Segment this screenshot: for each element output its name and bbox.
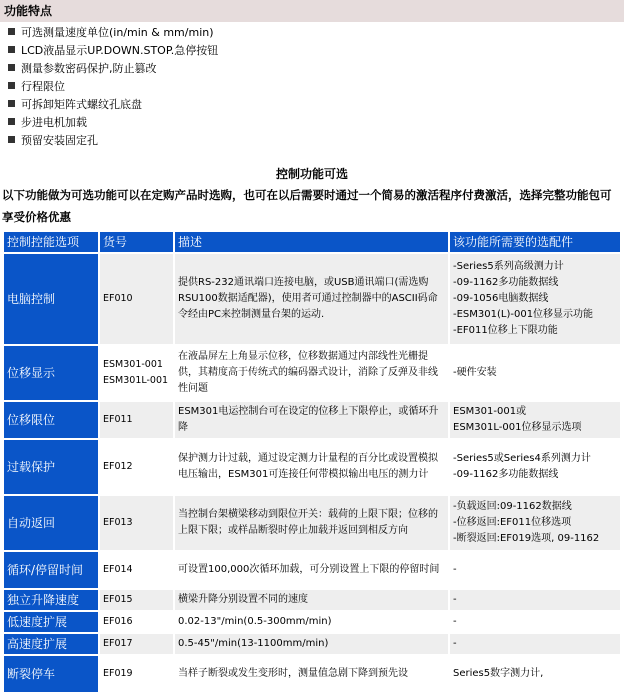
options-table (2, 230, 622, 694)
square-bullet-icon (8, 100, 15, 107)
parts-cell: Series5数字测力计, (450, 656, 620, 692)
code-cell: ESM301-001 ESM301L-001 (100, 346, 173, 400)
code-cell: EF019 (100, 656, 173, 692)
parts-cell: - (450, 552, 620, 588)
parts-cell: ESM301-001或 ESM301L-001位移显示选项 (450, 402, 620, 438)
feature-item: LCD液晶显示UP.DOWN.STOP.急停按钮 (8, 42, 608, 60)
description-cell: 保护测力计过载，通过设定测力计量程的百分比或设置模拟电压输出，ESM301可连接任何带模拟输出电压的测力计 (175, 440, 448, 494)
description-cell: 当控制台架横梁移动到限位开关：载荷的上限下限；位移的上限下限；或样品断裂时停止加载并返回到相反方向 (175, 496, 448, 550)
parts-cell: -负载返回:09-1162数据线 -位移返回:EF011位移选项 -断裂返回:EF019选项, 09-1162 (450, 496, 620, 550)
description-cell: 提供RS-232通讯端口连接电脑，或USB通讯端口(需选购RSU100数据适配器)，使用者可通过控制器中的ASCII码命令经由PC来控制测量台架的运动. (175, 254, 448, 344)
square-bullet-icon (8, 64, 15, 71)
code-cell: EF012 (100, 440, 173, 494)
feature-item: 测量参数密码保护,防止篡改 (8, 60, 608, 78)
table-row (4, 440, 620, 494)
description-cell: 横梁升降分别设置不同的速度 (175, 590, 448, 610)
code-cell: EF017 (100, 634, 173, 654)
features-list (8, 24, 608, 150)
table-row (4, 254, 620, 344)
feature-item: 预留安装固定孔 (8, 132, 608, 150)
header-description: 描述 (175, 232, 448, 252)
code-cell: EF015 (100, 590, 173, 610)
table-row (4, 552, 620, 588)
option-cell: 高速度扩展 (4, 634, 98, 654)
square-bullet-icon (8, 136, 15, 143)
code-cell: EF014 (100, 552, 173, 588)
option-cell: 低速度扩展 (4, 612, 98, 632)
code-cell: EF016 (100, 612, 173, 632)
code-cell: EF011 (100, 402, 173, 438)
square-bullet-icon (8, 82, 15, 89)
table-row (4, 612, 620, 632)
section-title: 控制功能可选 (275, 167, 348, 181)
description-cell: 当样子断裂或发生变形时，测量值急剧下降到预先设 (175, 656, 448, 692)
option-cell: 自动返回 (4, 496, 98, 550)
description-cell: 可设置100,000次循环加载，可分别设置上下限的停留时间 (175, 552, 448, 588)
description-cell: 0.5-45"/min(13-1100mm/min) (175, 634, 448, 654)
option-cell: 电脑控制 (4, 254, 98, 344)
square-bullet-icon (8, 28, 15, 35)
parts-cell: - (450, 634, 620, 654)
option-cell: 位移限位 (4, 402, 98, 438)
table-row (4, 496, 620, 550)
code-cell: EF013 (100, 496, 173, 550)
feature-item: 行程限位 (8, 78, 608, 96)
parts-cell: -Series5系列高级测力计 -09-1162多功能数据线 -09-1056电脑数据线 -ESM301(L)-001位移显示功能 -EF011位移上下限功能 (450, 254, 620, 344)
square-bullet-icon (8, 118, 15, 125)
parts-cell: - (450, 612, 620, 632)
option-cell: 独立升降速度 (4, 590, 98, 610)
parts-cell: -Series5或Series4系列测力计 -09-1162多功能数据线 (450, 440, 620, 494)
header-parts: 该功能所需要的选配件 (450, 232, 620, 252)
code-cell: EF010 (100, 254, 173, 344)
description-cell: 0.02-13"/min(0.5-300mm/min) (175, 612, 448, 632)
parts-cell: -硬件安装 (450, 346, 620, 400)
feature-item: 步进电机加载 (8, 114, 608, 132)
features-heading: 功能特点 (0, 0, 624, 22)
table-row (4, 402, 620, 438)
table-row (4, 656, 620, 692)
section-intro: 以下功能做为可选功能可以在定购产品时选购，也可在以后需要时通过一个简易的激活程序付费激活，选择完整功能包可享受价格优惠 (2, 188, 612, 224)
table-header-row (4, 232, 620, 252)
parts-cell: - (450, 590, 620, 610)
option-cell: 断裂停车 (4, 656, 98, 692)
table-row (4, 634, 620, 654)
header-code: 货号 (100, 232, 173, 252)
option-cell: 过载保护 (4, 440, 98, 494)
square-bullet-icon (8, 46, 15, 53)
table-row (4, 346, 620, 400)
option-cell: 循环/停留时间 (4, 552, 98, 588)
table-row (4, 590, 620, 610)
feature-item: 可选测量速度单位(in/min & mm/min) (8, 24, 608, 42)
description-cell: 在液晶屏左上角显示位移，位移数据通过内部线性光栅提供，其精度高于传统式的编码器式设计，消除了反弹及非线性问题 (175, 346, 448, 400)
description-cell: ESM301电运控制台可在设定的位移上下限停止，或循环升降 (175, 402, 448, 438)
feature-item: 可拆卸矩阵式螺纹孔底盘 (8, 96, 608, 114)
option-cell: 位移显示 (4, 346, 98, 400)
header-option: 控制控能选项 (4, 232, 98, 252)
